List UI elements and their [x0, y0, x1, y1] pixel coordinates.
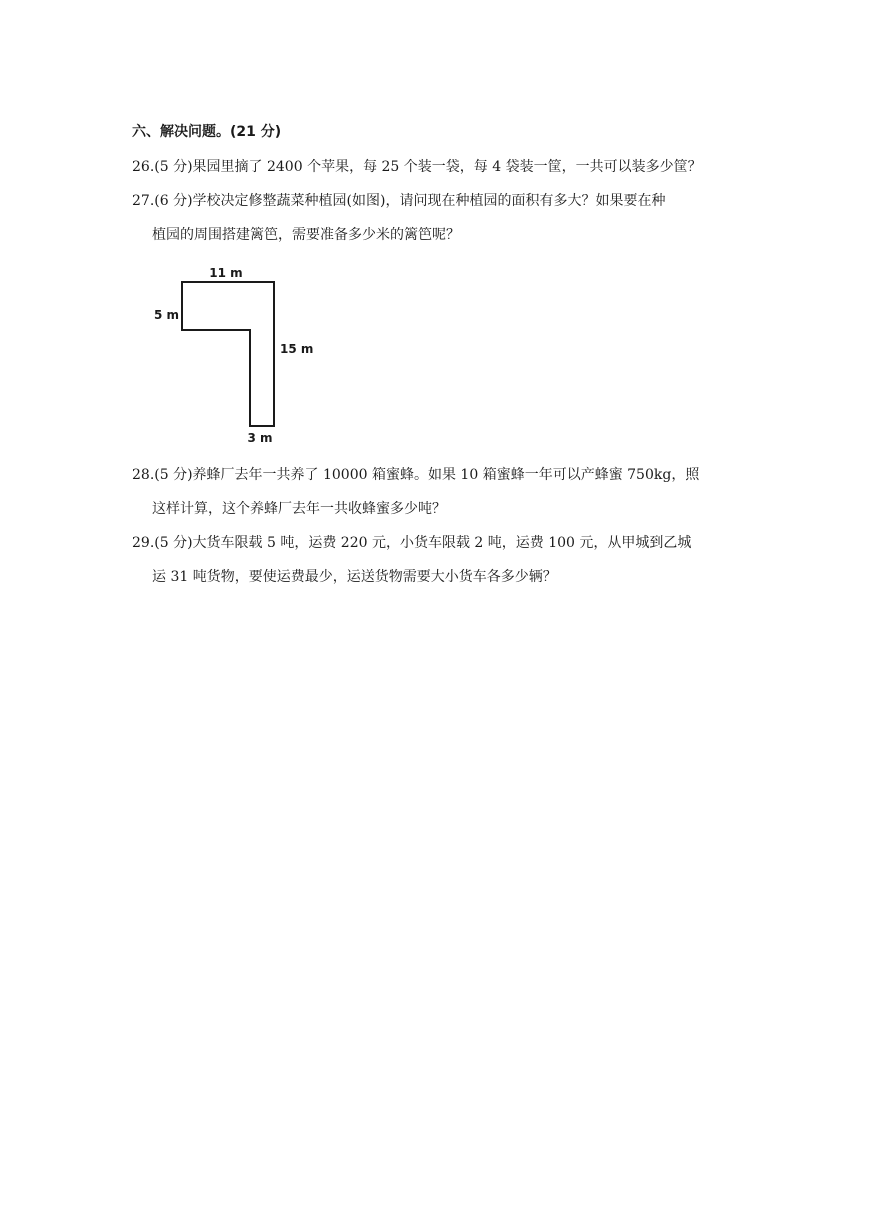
- question-27-line-2: 植园的周围搭建篱笆，需要准备多少米的篱笆呢？: [152, 227, 460, 243]
- question-28-line-1: 28.(5 分)养蜂厂去年一共养了 10000 箱蜜蜂。如果 10 箱蜜蜂一年可以产蜂蜜 750kg，照: [132, 467, 700, 483]
- section-heading: 六、解决问题。(21 分): [132, 124, 282, 140]
- garden-shape-diagram: [148, 262, 328, 448]
- question-29-line-1: 29.(5 分)大货车限载 5 吨，运费 220 元，小货车限载 2 吨，运费 100 元，从甲城到乙城: [132, 535, 692, 551]
- label-right: 15 m: [280, 342, 314, 356]
- garden-outline: [182, 282, 274, 426]
- question-26-line-1: 26.(5 分)果园里摘了 2400 个苹果，每 25 个装一袋，每 4 袋装一筐，一共可以装多少筐？: [132, 159, 702, 175]
- garden-figure: [148, 262, 328, 452]
- label-top: 11 m: [209, 266, 243, 280]
- label-bottom: 3 m: [247, 431, 273, 445]
- question-28-line-2: 这样计算，这个养蜂厂去年一共收蜂蜜多少吨？: [152, 501, 446, 517]
- question-27-line-1: 27.(6 分)学校决定修整蔬菜种植园(如图)，请问现在种植园的面积有多大？如果要在种: [132, 193, 666, 209]
- label-left: 5 m: [154, 308, 180, 322]
- question-29-line-2: 运 31 吨货物，要使运费最少，运送货物需要大小货车各多少辆？: [152, 569, 557, 585]
